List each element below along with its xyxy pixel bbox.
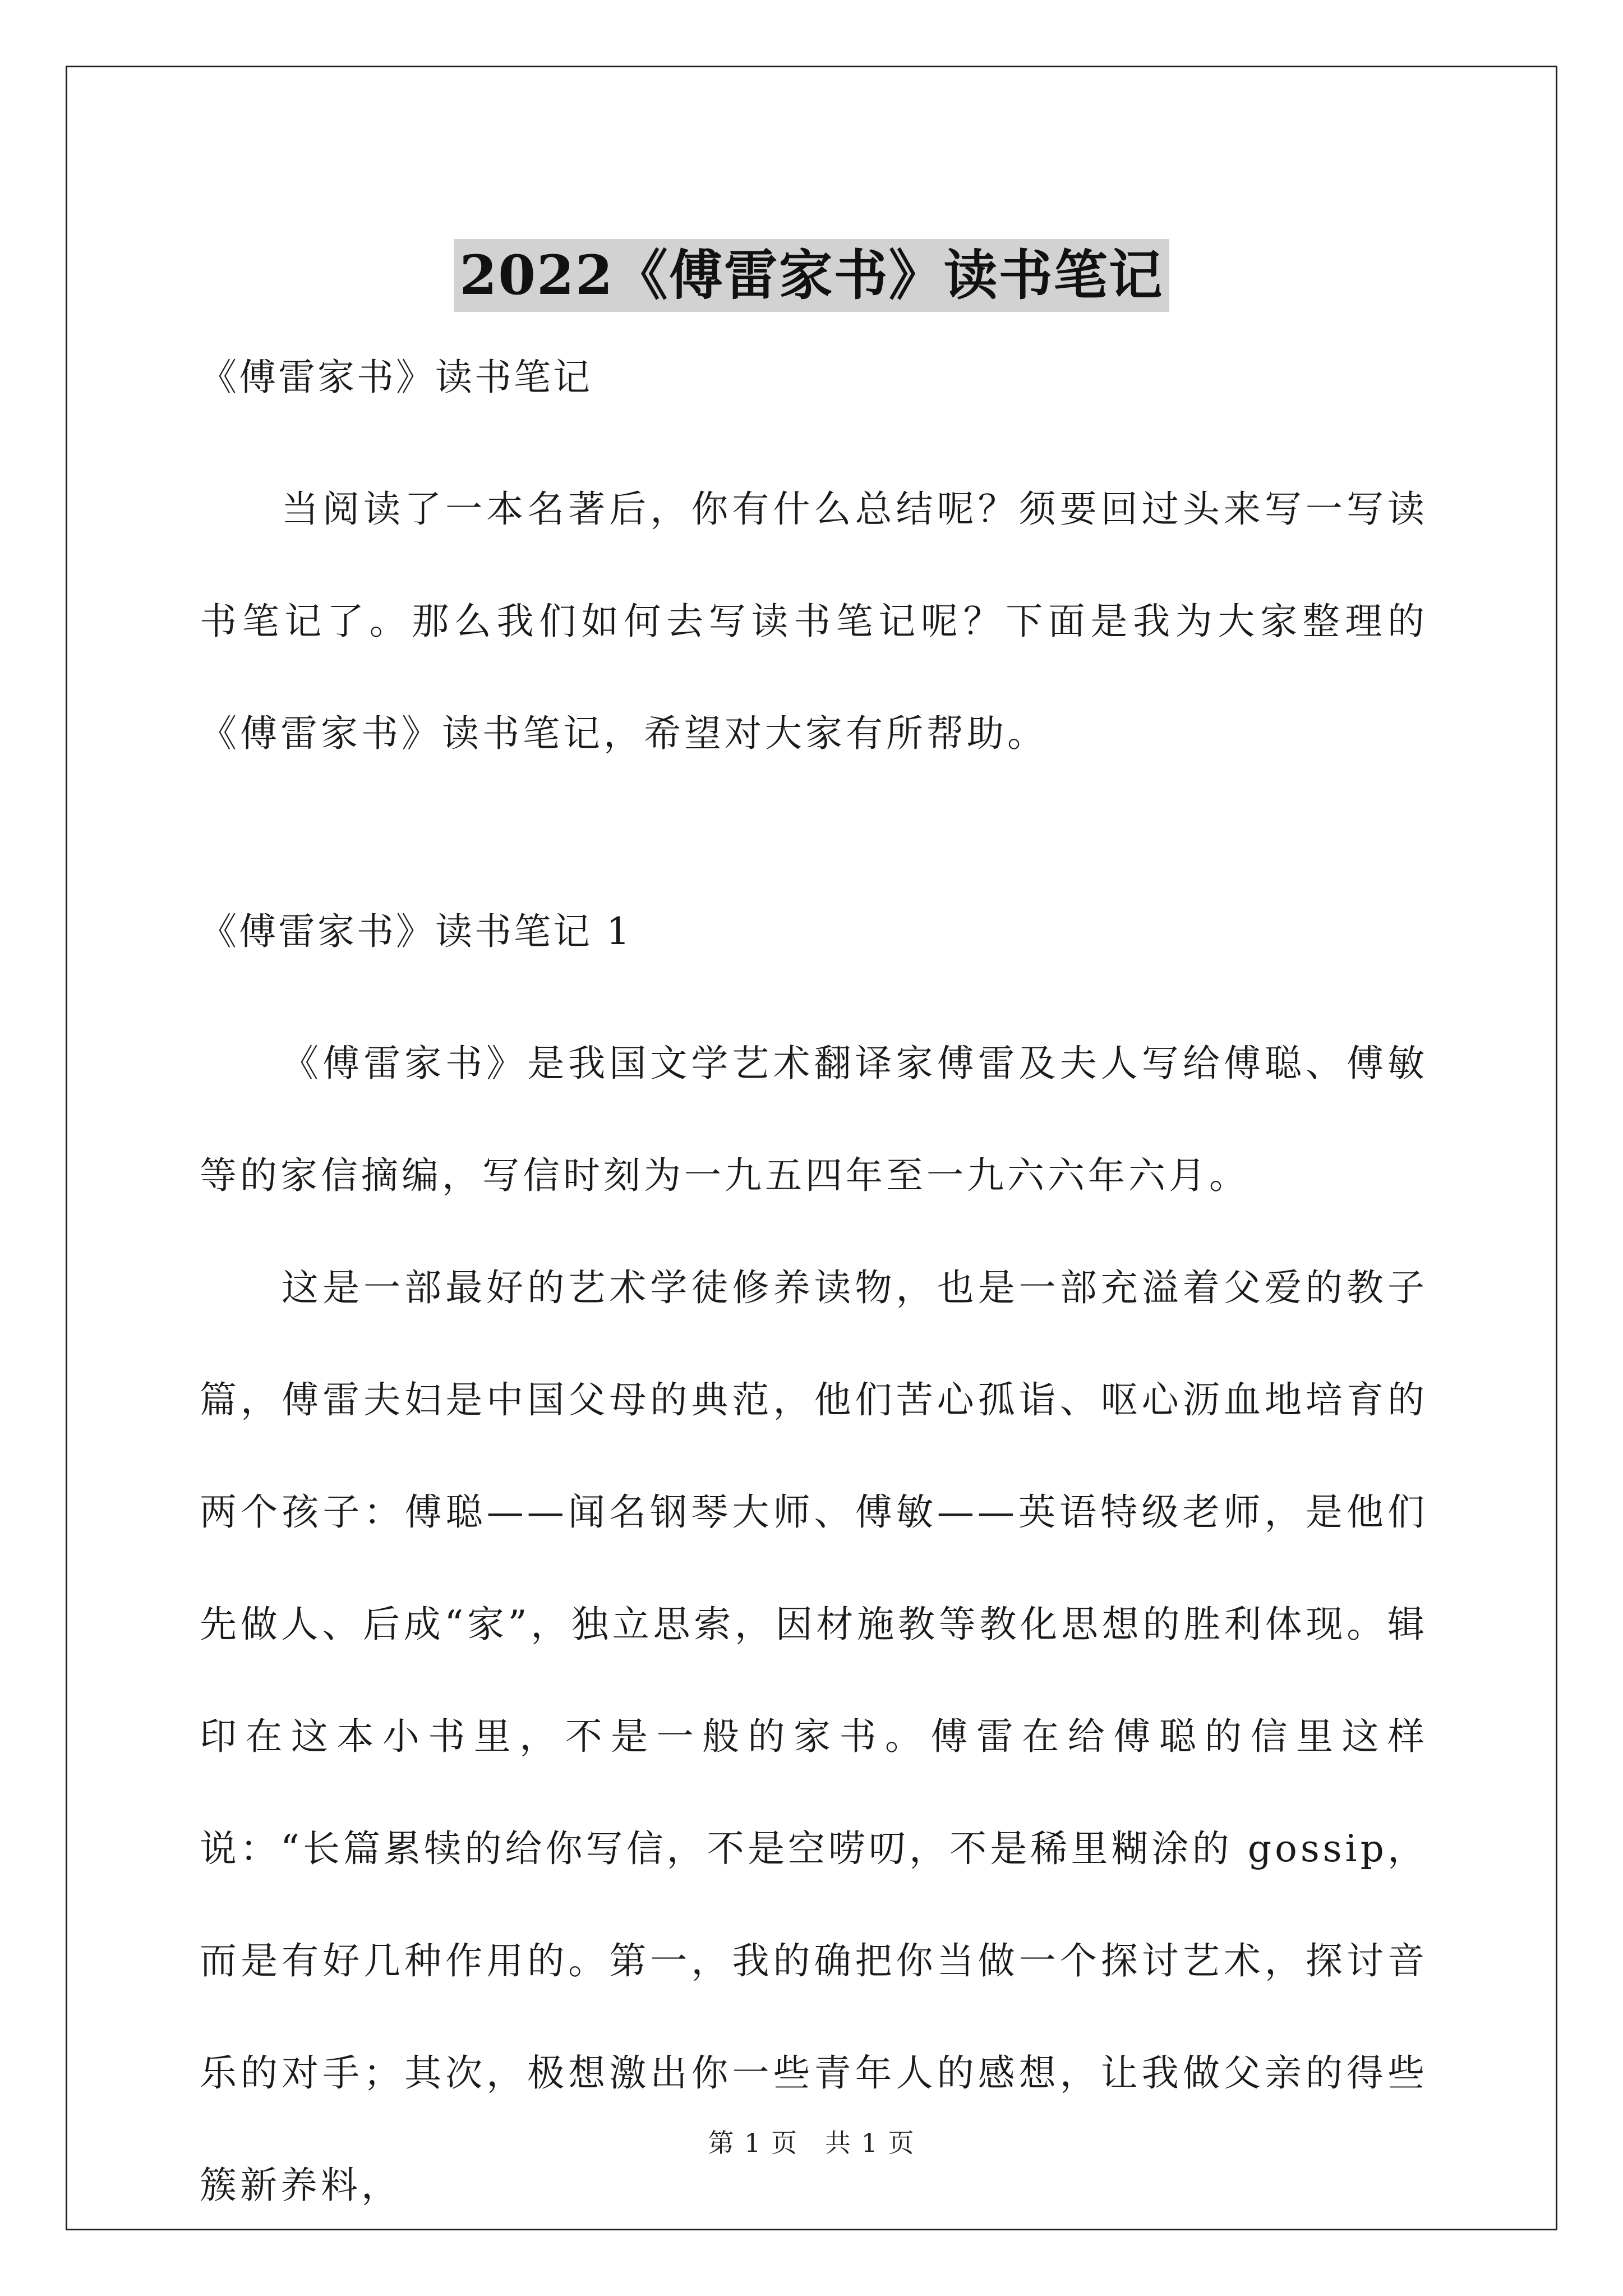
page-footer: 第 1 页 共 1 页 xyxy=(708,2128,915,2158)
section-paragraph: 这是一部最好的艺术学徒修养读物，也是一部充溢着父爱的教子篇，傅雷夫妇是中国父母的典范，他们苦心孤诣、呕心沥血地培育的两个孩子：傅聪——闻名钢琴大师、傅敏——英语特级老师，是他们先做人、后成“家”，独立思索，因材施教等教化思想的胜利体现。辑印在这本小书里，不是一般的家书。傅雷在给傅聪的信里这样说：“长篇累犊的给你写信，不是空唠叨，不是稀里糊涂的 gossip，而是有好几种作用的。第一，我的确把你当做一个探讨艺术，探讨音乐的对手；其次，极想激出你一些青年人的感想，让我做父亲的得些簇新养料， xyxy=(200,1266,1428,2207)
intro-paragraph: 当阅读了一本名著后，你有什么总结呢？须要回过头来写一写读书笔记了。那么我们如何去写读书笔记呢？下面是我为大家整理的《傅雷家书》读书笔记，希望对大家有所帮助。 xyxy=(200,487,1428,755)
document-body xyxy=(200,348,1428,2242)
section-paragraph: 《傅雷家书》是我国文学艺术翻译家傅雷及夫人写给傅聪、傅敏等的家信摘编，写信时刻为一九五四年至一九六六年六月。 xyxy=(200,1042,1428,1197)
intro-heading: 《傅雷家书》读书笔记 xyxy=(200,356,592,399)
document-title: 2022《傅雷家书》读书笔记 xyxy=(454,239,1169,312)
section-heading: 《傅雷家书》读书笔记 1 xyxy=(200,910,632,953)
title-container xyxy=(0,203,1623,348)
